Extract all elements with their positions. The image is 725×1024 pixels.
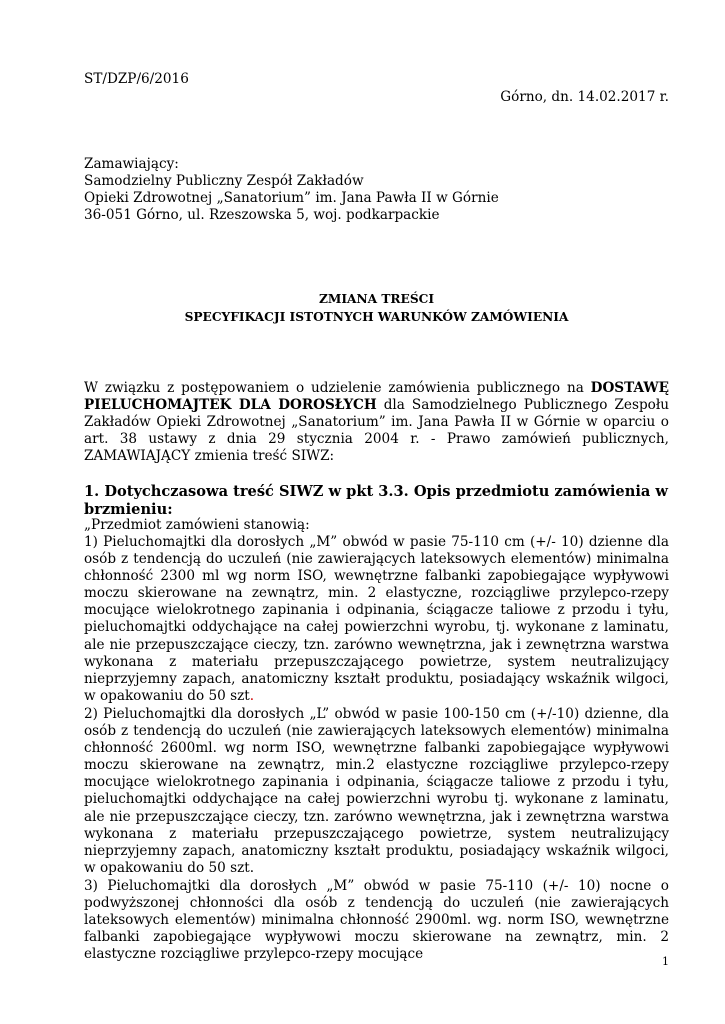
document-title-line-2: SPECYFIKACJI ISTOTNYCH WARUNKÓW ZAMÓWIENIA (184, 310, 569, 324)
page-number: 1 (662, 955, 669, 968)
item-1-end-dot: . (249, 687, 255, 704)
contracting-authority-label: Zamawiający: (84, 156, 179, 172)
section-heading: 1. Dotychczasowa treść SIWZ w pkt 3.3. Opis przedmiotu zamówienia w brzmieniu: (84, 483, 668, 518)
intro-paragraph (84, 380, 669, 465)
reference-number: ST/DZP/6/2016 (84, 71, 189, 87)
authority-line: Opieki Zdrowotnej „Sanatorium” im. Jana Pawła II w Górnie (84, 190, 499, 206)
document-title-line-1: ZMIANA TREŚCI (318, 292, 435, 306)
item-1-paragraph (84, 534, 669, 705)
authority-line: 36-051 Górno, ul. Rzeszowska 5, woj. podkarpackie (84, 207, 440, 223)
quote-opening: „Przedmiot zamówieni stanowią: (84, 517, 310, 533)
item-3-paragraph: 3) Pieluchomajtki dla dorosłych „M” obwód w pasie 75-110 (+/- 10) nocne o podwyższonej chłonności dla osób z tendencją do uczuleń (nie zawierających lateksowych elementów) minimalna chłonność 2900ml. wg. norm ISO, wewnętrzne falbanki zapobiegające wypływowi moczu skierowane na zewnątrz, min. 2 elastyczne rozciągliwe przylepco-rzepy mocujące (84, 878, 669, 963)
intro-text-post: dla Samodzielnego Publicznego Zespołu Zakładów Opieki Zdrowotnej „Sanatorium” im. Jana Pawła II w Górnie w oparciu o art. 38 ustawy z dnia 29 stycznia 2004 r. - Prawo zamówień publicznych, ZAMAWIAJĄCY zmienia treść SIWZ: (84, 397, 669, 465)
authority-line: Samodzielny Publiczny Zespół Zakładów (84, 173, 364, 189)
item-2-paragraph: 2) Pieluchomajtki dla dorosłych „L” obwód w pasie 100-150 cm (+/-10) dzienne, dla osób z tendencją do uczuleń (nie zawierających lateksowych elementów) minimalna chłonność 2600ml. wg norm ISO, wewnętrzne falbanki zapobiegające wypływowi moczu skierowane na zewnątrz, min.2 elastyczne rozciągliwe przylepco-rzepy mocujące wielokrotnego zapinania i odpinania, ściągacze taliowe z przodu i tyłu, pieluchomajtki oddychające na całej powierzchni wyrobu tj. wykonane z laminatu, ale nie przepuszczające cieczy, tzn. zarówno wewnętrzna, jak i zewnętrzna warstwa wykonana z materiału przepuszczającego powietrze, system neutralizujący nieprzyjemny zapach, anatomiczny kształt produktu, posiadający wskaźnik wilgoci, w opakowaniu do 50 szt. (84, 706, 669, 876)
contracting-authority (84, 156, 499, 224)
intro-text-pre: W związku z postępowaniem o udzielenie zamówienia publicznego na (84, 380, 591, 396)
item-1-text: 1) Pieluchomajtki dla dorosłych „M” obwód w pasie 75-110 cm (+/- 10) dzienne dla osób z tendencją do uczuleń (nie zawierających lateksowych elementów) minimalna chłonność 2300 ml wg norm ISO, wewnętrzne falbanki zapobiegające wypływowi moczu skierowane na zewnątrz, min. 2 elastyczne, rozciągliwe przylepco-rzepy mocujące wielokrotnego zapinania i odpinania, ściągacze taliowe z przodu i tyłu, pieluchomajtki oddychające na całej powierzchni wyrobu, tj. wykonane z laminatu, ale nie przepuszczające cieczy, tzn. zarówno wewnętrzna, jak i zewnętrzna warstwa wykonana z materiału przepuszczającego powietrze, system neutralizujący nieprzyjemny zapach, anatomiczny kształt produktu, posiadający wskaźnik wilgoci, w opakowaniu do 50 szt (84, 534, 669, 704)
intro-text-bold: DOSTAWĘ PIELUCHOMAJTEK DLA DOROSŁYCH (84, 380, 669, 414)
place-and-date: Górno, dn. 14.02.2017 r. (500, 89, 669, 105)
